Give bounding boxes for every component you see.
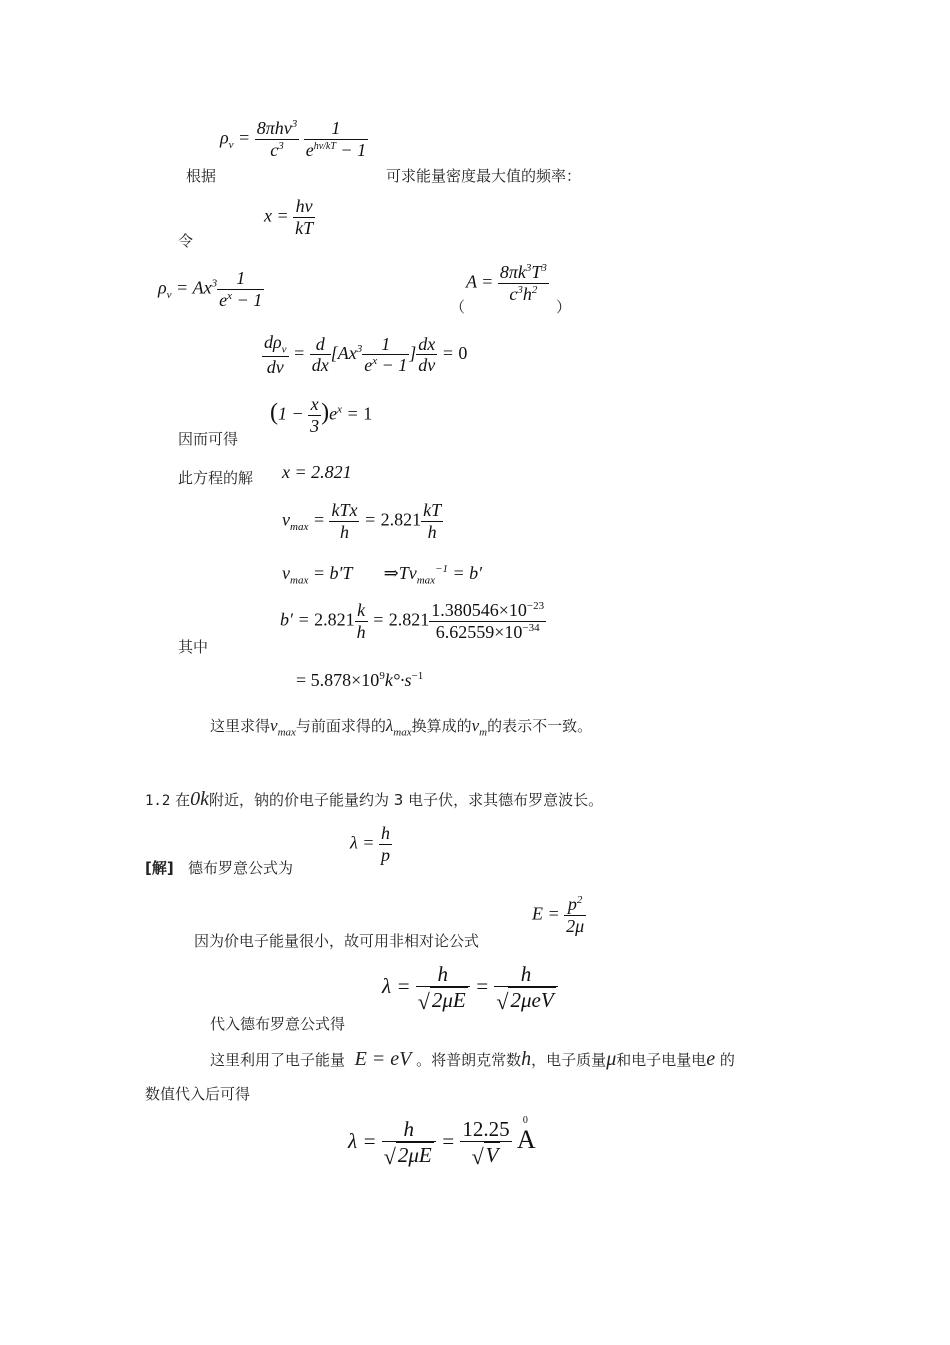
label-genju: 根据	[186, 167, 217, 185]
paren-open: （	[450, 298, 466, 316]
label-ling: 令	[178, 232, 194, 250]
solution-line-5: 数值代入后可得	[145, 1085, 251, 1103]
solution-line-2: 因为价电子能量很小，故可用非相对论公式	[194, 932, 480, 950]
label-ke-qiu: 可求能量密度最大值的频率：	[386, 167, 582, 185]
substitution-x: x = $\frac{h\nu}{kT}$	[264, 196, 314, 238]
wien-law: $\nu_{max} = b'T$ $\Rightarrow T\nu_{max}^{-1} = b'$	[282, 563, 483, 587]
de-broglie-formula: λ = $\frac{h}{p}$	[350, 823, 390, 865]
derivative-eq: $\frac{d\rho_\nu}{d\nu}$ = $\frac{d}{dx}$ [Ax$^3$ $\frac{1}{e^x - 1}$ ] $\frac{dx}{d\nu}$ = 0	[264, 332, 468, 378]
zero-value: 0	[458, 343, 468, 364]
final-result: λ = $\frac{h}{√2\mu E}$ = $\frac{12.25}{√V}$ A 0	[348, 1115, 536, 1170]
problem-statement: 1.2 在0k附近，钠的价电子能量约为 3 电子伏，求其德布罗意波长。	[145, 788, 604, 810]
planck-formula: $\rho_\nu$ = $\frac{8\pi h\nu^3}{c^3}$ $\frac{1}{e^{h\nu/kT} - 1}$	[220, 118, 367, 160]
label-ci-fangcheng: 此方程的解	[178, 469, 254, 487]
lambda-substituted: λ = $\frac{h}{√2\mu E}$ = $\frac{h}{\text{√2μeV}}$	[382, 962, 558, 1014]
solution-x: x = 2.821	[282, 462, 352, 482]
transcendental-eq: (1 − $\frac{x}{3}$ )$e^x = 1$	[270, 394, 373, 436]
remark-line: 这里求得$\nu_{max}$与前面求得的$\lambda_{max}$换算成的$\nu_m$的表示不一致。	[210, 716, 593, 739]
solution-intro: [解] 德布罗意公式为	[145, 859, 294, 877]
zero-kelvin: 0k	[190, 788, 209, 810]
b-prime-value: = $5.878\times 10^9k^\circ\cdot s^{-1}$	[296, 670, 424, 690]
label-qi-zhong: 其中	[178, 638, 209, 656]
constant-a: A = $\frac{8\pi k^3T^3}{c^3h^2}$	[466, 262, 547, 304]
paren-close: ）	[556, 298, 572, 316]
rho-in-x: $\rho_\nu = Ax^3$ $\frac{1}{e^x - 1}$	[158, 268, 263, 310]
angstrom-unit: A	[516, 1125, 536, 1155]
problem-number: 1.2	[145, 793, 171, 809]
kinetic-energy-formula: E = $\frac{p^2}{2\mu}$	[532, 894, 585, 936]
label-yin-er: 因而可得	[178, 430, 239, 448]
solution-line-4: 这里利用了电子能量 E = eV 。将普朗克常数h，电子质量μ和电子电量电e 的	[210, 1048, 735, 1070]
solution-tag: [解]	[145, 859, 174, 877]
b-prime-eq: b′ = 2.821 $\frac{k}{h}$ = 2.821 $\frac{1.380546\times 10^{-23}}{6.62559\times 10^{-34}}$	[280, 600, 545, 642]
nu-max-eq: $\nu_{max}$ = $\frac{\text{kTx}}{h}$ = 2.821 $\frac{kT}{h}$	[282, 500, 442, 542]
solution-line-3: 代入德布罗意公式得	[210, 1015, 346, 1033]
one-value: 1	[363, 403, 373, 424]
